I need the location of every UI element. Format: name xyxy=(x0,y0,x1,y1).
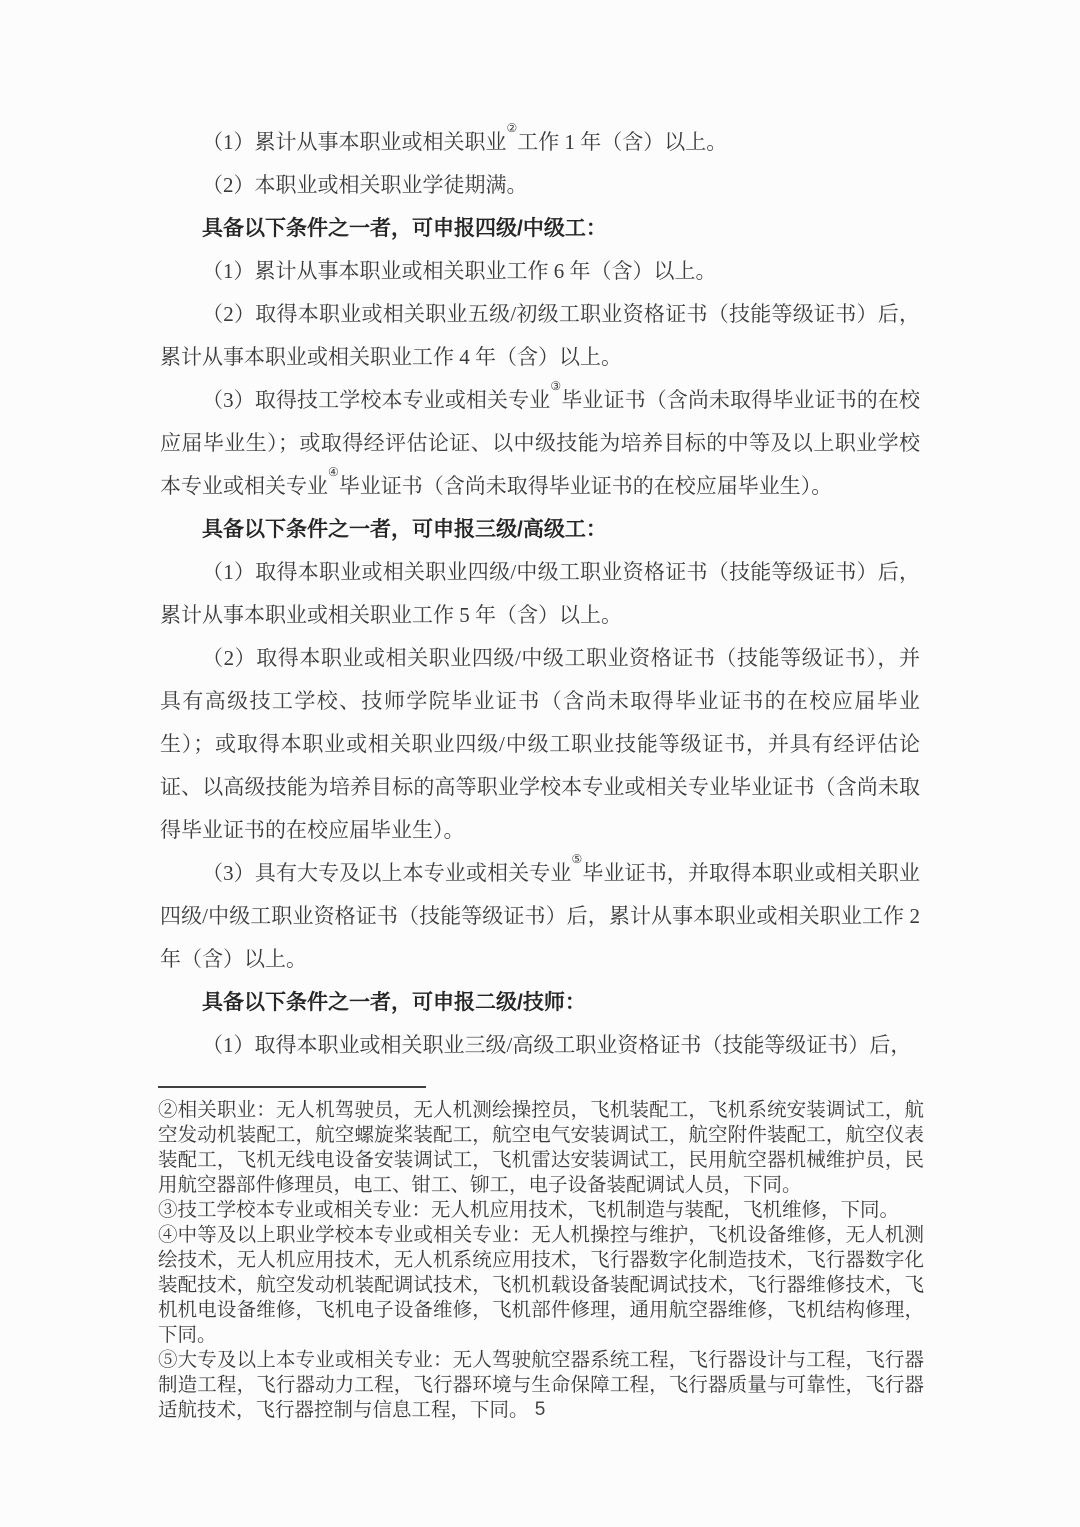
footnote-text: 技工学校本专业或相关专业：无人机应用技术，飞机制造与装配，飞机维修，下同。 xyxy=(177,1200,900,1221)
footnote-ref: ③ xyxy=(550,379,562,393)
body-paragraph xyxy=(160,852,920,981)
footnotes-section xyxy=(158,1098,924,1423)
paragraph-text: 毕业证书（含尚未取得毕业证书的在校应届毕业生）；或取得经评估论证、以中级技能为培养目标的中等及以上职业学校本专业或相关专业 xyxy=(160,388,921,498)
footnote-ref: ④ xyxy=(328,465,339,479)
paragraph-text: （1）累计从事本职业或相关职业 xyxy=(202,130,507,154)
document-body xyxy=(160,121,920,1067)
footnote-item xyxy=(158,1223,924,1348)
footnote-marker: ② xyxy=(158,1100,178,1121)
footnote-text: 大专及以上本专业或相关专业：无人驾驶航空器系统工程，飞行器设计与工程，飞行器制造工程，飞行器动力工程，飞行器环境与生命保障工程，飞行器质量与可靠性，飞行器适航技术，飞行器控制与信息工程，下同。 xyxy=(158,1350,924,1421)
footnote-marker: ④ xyxy=(158,1225,178,1246)
footnote-marker: ③ xyxy=(158,1200,178,1221)
body-paragraph: （1）累计从事本职业或相关职业工作 6 年（含）以上。 xyxy=(202,259,717,283)
body-paragraph: （2）本职业或相关职业学徒期满。 xyxy=(202,173,528,197)
footnote-ref: ⑤ xyxy=(571,852,583,866)
footnote-text: 中等及以上职业学校本专业或相关专业：无人机操控与维护，飞机设备维修，无人机测绘技术，无人机应用技术，无人机系统应用技术，飞行器数字化制造技术，飞行器数字化装配技术，航空发动机装配调试技术，飞机机载设备装配调试技术，飞行器维修技术，飞机机电设备维修，飞机电子设备维修，飞机部件修理，通用航空器维修，飞机结构修理，下同。 xyxy=(158,1225,924,1346)
section-heading: 具备以下条件之一者，可申报四级/中级工： xyxy=(202,217,607,240)
footnote-item xyxy=(158,1198,924,1223)
page-number: 5 xyxy=(534,1399,546,1420)
body-paragraph xyxy=(160,379,920,508)
body-paragraph: （1）取得本职业或相关职业三级/高级工职业资格证书（技能等级证书）后， xyxy=(202,1033,912,1057)
paragraph-text: 毕业证书，并取得本职业或相关职业四级/中级工职业资格证书（技能等级证书）后，累计从事本职业或相关职业工作 2 年（含）以上。 xyxy=(160,861,921,971)
footnote-ref: ② xyxy=(506,121,518,135)
paragraph-text: （3）具有大专及以上本专业或相关专业 xyxy=(202,861,572,885)
body-paragraph: （1）取得本职业或相关职业四级/中级工职业资格证书（技能等级证书）后，累计从事本职业或相关职业工作 5 年（含）以上。 xyxy=(160,560,920,627)
section-heading: 具备以下条件之一者，可申报三级/高级工： xyxy=(202,518,607,541)
footnote-item xyxy=(158,1098,924,1198)
footnote-text: 相关职业：无人机驾驶员，无人机测绘操控员，飞机装配工，飞机系统安装调试工，航空发动机装配工，航空螺旋桨装配工，航空电气安装调试工，航空附件装配工，航空仪表装配工，飞机无线电设备安装调试工，飞机雷达安装调试工，民用航空器机械维护员，民用航空器部件修理员，电工、钳工、铆工，电子设备装配调试人员，下同。 xyxy=(158,1100,924,1196)
body-paragraph xyxy=(160,121,920,164)
paragraph-text: 工作 1 年（含）以上。 xyxy=(517,130,728,154)
body-paragraph: （2）取得本职业或相关职业五级/初级工职业资格证书（技能等级证书）后，累计从事本职业或相关职业工作 4 年（含）以上。 xyxy=(160,302,920,369)
paragraph-text: 毕业证书（含尚未取得毕业证书的在校应届毕业生）。 xyxy=(338,474,833,498)
footnote-marker: ⑤ xyxy=(158,1350,178,1371)
body-paragraph: （2）取得本职业或相关职业四级/中级工职业资格证书（技能等级证书），并具有高级技工学校、技师学院毕业证书（含尚未取得毕业证书的在校应届毕业生）；或取得本职业或相关职业四级/中级工职业技能等级证书，并具有经评估论证、以高级技能为培养目标的高等职业学校本专业或相关专业毕业证书（含尚未取得毕业证书的在校应届毕业生）。 xyxy=(160,646,920,842)
footnote-separator xyxy=(158,1086,426,1088)
section-heading: 具备以下条件之一者，可申报二级/技师： xyxy=(202,991,586,1014)
paragraph-text: （3）取得技工学校本专业或相关专业 xyxy=(202,388,551,412)
